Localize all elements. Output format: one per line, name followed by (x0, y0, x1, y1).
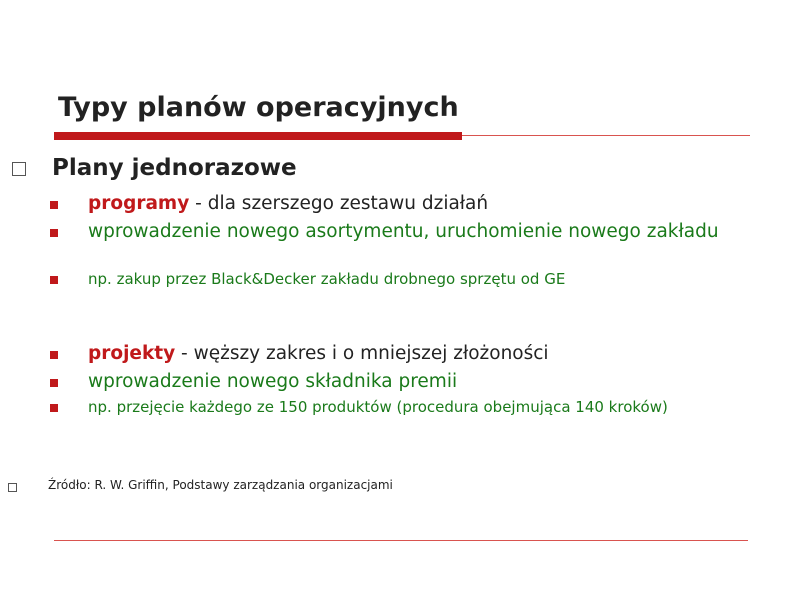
bottom-rule (54, 540, 748, 541)
source-bullet-icon (8, 483, 17, 492)
item-keyword: programy (88, 193, 190, 214)
list-item (88, 343, 768, 364)
list-item: np. przejęcie każdego ze 150 produktów (procedura obejmująca 140 kroków) (88, 398, 668, 416)
item-text: - dla szerszego zestawu działań (189, 193, 489, 214)
title-rule-thin (462, 135, 750, 136)
bullet-icon (50, 404, 58, 412)
source-citation: Źródło: R. W. Griffin, Podstawy zarządzania organizacjami (48, 478, 393, 492)
bullet-icon (50, 379, 58, 387)
slide-title: Typy planów operacyjnych (58, 92, 459, 123)
bullet-icon (50, 276, 58, 284)
title-rule-thick (54, 132, 462, 140)
section-heading: Plany jednorazowe (52, 155, 297, 181)
list-item: wprowadzenie nowego składnika premii (88, 371, 458, 392)
list-item: np. zakup przez Black&Decker zakładu drobnego sprzętu od GE (88, 270, 566, 288)
item-text: - węższy zakres i o mniejszej złożoności (175, 343, 549, 364)
heading-bullet-icon (12, 162, 26, 176)
bullet-icon (50, 351, 58, 359)
item-keyword: projekty (88, 343, 176, 364)
list-item (88, 193, 768, 214)
bullet-icon (50, 229, 58, 237)
bullet-icon (50, 201, 58, 209)
list-item: wprowadzenie nowego asortymentu, uruchomienie nowego zakładu (88, 221, 719, 242)
